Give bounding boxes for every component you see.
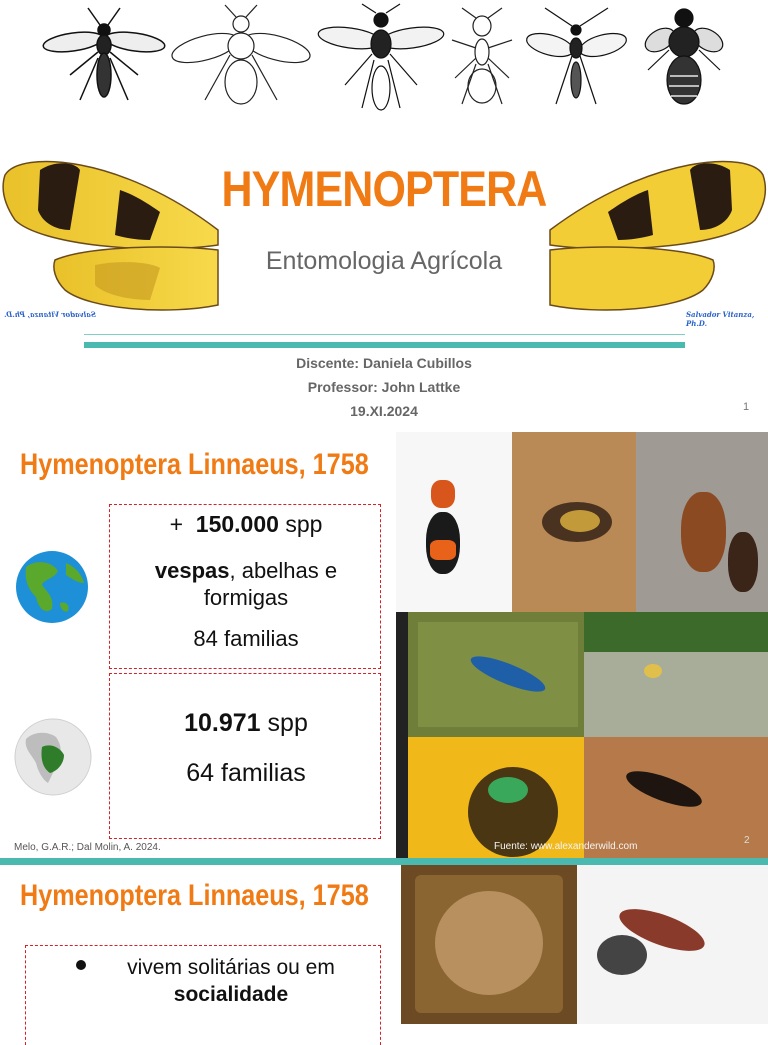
globe-brazil-icon — [12, 717, 94, 797]
insect-illustrations-row — [0, 0, 768, 120]
photo-source: Fuente: www.alexanderwild.com — [494, 841, 638, 852]
presentation-title: HYMENOPTERA — [221, 161, 547, 217]
bee-illustration-icon — [169, 5, 313, 104]
presentation-date: 19.XI.2024 — [350, 403, 418, 419]
world-families: 84 familias — [193, 626, 299, 651]
velvet-ant-photo — [396, 432, 512, 612]
ants-label: formigas — [203, 585, 289, 610]
nest-photo — [401, 865, 577, 1024]
divider-thick — [84, 342, 685, 348]
ant-illustration-icon — [452, 8, 512, 104]
bullet-bold: socialidade — [173, 983, 289, 1006]
world-species-count — [110, 511, 382, 538]
wasps-label: vespas — [154, 558, 230, 583]
behaviour-box — [25, 945, 381, 1045]
species-brazil-box — [109, 673, 381, 839]
species-world-box — [109, 504, 381, 669]
winged-ant-photo — [577, 865, 768, 1024]
slide-separator — [0, 858, 768, 865]
wasp-illustration-icon — [42, 8, 166, 100]
page-number-2: 2 — [744, 835, 750, 846]
bullet-dot — [76, 960, 86, 970]
plus-sign: + — [169, 511, 184, 537]
brazil-count-value: 10.971 — [184, 709, 261, 737]
photo-grid — [396, 432, 768, 860]
bee-on-wood-photo — [512, 432, 636, 612]
slide-title-2: Hymenoptera Linnaeus, 1758 — [20, 879, 369, 912]
left-wing-credit: Salvador Vitanza, Ph.D. — [4, 310, 96, 319]
right-wing-credit: Salvador Vitanza, Ph.D. — [686, 310, 755, 328]
brazil-species-count — [110, 710, 382, 737]
presentation-subtitle: Entomologia Agrícola — [265, 247, 503, 275]
wasp-on-bark-photo — [636, 432, 768, 612]
page-number-1: 1 — [743, 401, 750, 413]
divider-thin — [84, 334, 685, 335]
content-slide-overview — [0, 432, 768, 860]
bees-label: , abelhas e — [229, 558, 338, 583]
world-count-unit: spp — [285, 511, 323, 537]
ichneumon-illustration-icon — [524, 8, 629, 104]
sawfly-illustration-icon — [317, 4, 445, 110]
world-groups — [110, 557, 382, 611]
title-slide — [0, 0, 768, 432]
professor-name: Professor: John Lattke — [307, 379, 461, 395]
globe-americas-icon — [14, 549, 92, 625]
bullet-text: vivem solitárias ou em — [127, 956, 335, 979]
content-slide-behaviour — [0, 865, 768, 1024]
reference-citation: Melo, G.A.R.; Dal Molin, A. 2024. — [14, 842, 161, 853]
behaviour-text — [86, 954, 376, 1008]
tiny-wasp-photo — [584, 612, 768, 737]
brazil-count-unit: spp — [267, 709, 308, 737]
world-count-value: 150.000 — [195, 511, 279, 537]
student-name: Discente: Daniela Cubillos — [296, 355, 472, 371]
slide-title: Hymenoptera Linnaeus, 1758 — [20, 448, 369, 481]
brazil-families: 64 familias — [186, 759, 306, 787]
cuckoo-wasp-photo — [408, 612, 584, 737]
honeybee-illustration-icon — [641, 9, 727, 104]
